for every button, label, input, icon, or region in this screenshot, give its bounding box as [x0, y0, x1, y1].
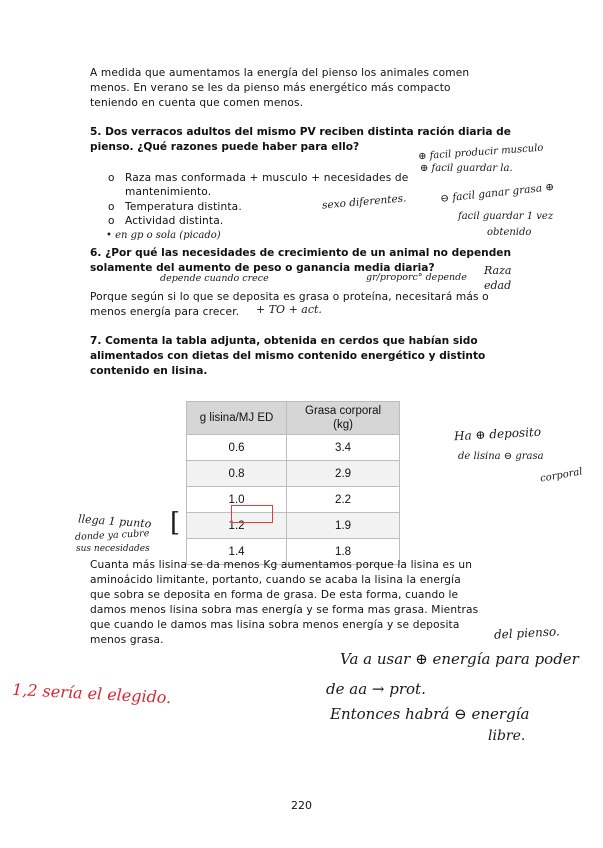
q5-answer-2: Temperatura distinta.: [125, 201, 242, 213]
q6-note-d: edad: [484, 279, 512, 292]
q7-note-left-1: llega 1 punto: [77, 512, 152, 531]
bullet-3: o: [108, 215, 115, 227]
red-note: 1,2 sería el elegido.: [11, 679, 172, 708]
q5-note-c: sexo diferentes.: [321, 192, 407, 212]
q7-answer-line-4: damos menos lisina sobra mas energía y se forma mas grasa. Mientras: [90, 604, 479, 616]
bullet-1: o: [108, 172, 115, 184]
q7-title-line-2: alimentados con dietas del mismo contenido energético y distinto: [90, 350, 486, 362]
cell-lisina: 1.4: [187, 539, 287, 565]
q7-title-line-1: 7. Comenta la tabla adjunta, obtenida en cerdos que habían sido: [90, 335, 478, 347]
q7-title-line-3: contenido en lisina.: [90, 365, 208, 377]
q7-answer-line-3: que sobra se deposita en forma de grasa. De esta forma, cuando le: [90, 589, 459, 601]
q6-answer-line-1: Porque según si lo que se deposita es grasa o proteína, necesitará más o: [90, 291, 489, 303]
highlight-box: [231, 505, 273, 523]
q7-note-bottom-2: Va a usar ⊕ energía para poder: [340, 650, 579, 668]
q7-note-bottom-5: libre.: [488, 728, 526, 744]
q7-note-bottom-1: del pienso.: [493, 624, 561, 642]
cell-grasa: 3.4: [287, 435, 400, 461]
q5-note-b: ⊕ facil guardar la.: [420, 163, 513, 174]
page-number: 220: [291, 799, 312, 812]
q5-handwritten-bullet: • en gp o sola (picado): [106, 230, 221, 241]
cell-grasa: 1.9: [287, 513, 400, 539]
cell-lisina: 0.8: [187, 461, 287, 487]
lisina-table: [186, 401, 400, 565]
intro-line-3: teniendo en cuenta que comen menos.: [90, 97, 304, 109]
q5-answer-1b: mantenimiento.: [125, 186, 212, 198]
q7-note-bottom-3: de aa → prot.: [326, 680, 426, 698]
q5-note-e: facil guardar 1 vez: [458, 211, 554, 222]
table-row: [187, 461, 400, 487]
cell-lisina: 1.2: [187, 513, 287, 539]
header-lisina-text: g lisina/MJ ED: [199, 412, 274, 424]
q6-note-c: Raza: [484, 264, 512, 277]
q7-note-left-3: sus necesidades: [76, 544, 150, 554]
q6-title-line-2: solamente del aumento de peso o ganancia media diaria?: [90, 262, 435, 274]
q5-title-line-2: pienso. ¿Qué razones puede haber para ello?: [90, 141, 360, 153]
q7-note-right-1: Ha ⊕ deposito: [453, 424, 542, 444]
q5-note-a: ⊕ facil producir musculo: [417, 142, 544, 163]
table-row: [187, 487, 400, 513]
q7-note-right-2: de lisina ⊖ grasa: [458, 451, 544, 462]
cell-grasa: 2.9: [287, 461, 400, 487]
q6-note-b: gr/proporc° depende: [366, 272, 467, 283]
q6-answer-line-2: menos energía para crecer.: [90, 306, 240, 318]
table-header-row: [187, 402, 400, 435]
cell-grasa: 2.2: [287, 487, 400, 513]
q6-note-a: depende cuando crece: [160, 273, 269, 284]
q7-answer-line-1: Cuanta más lisina se da menos Kg aumentamos porque la lisina es un: [90, 559, 473, 571]
intro-line-2: menos. En verano se les da pienso más energético más compacto: [90, 82, 451, 94]
q7-note-right-3: corporal: [539, 466, 584, 485]
cell-lisina: 1.0: [187, 487, 287, 513]
table-header-grasa: [287, 402, 400, 435]
q5-note-d: ⊖ facil ganar grasa ⊕: [439, 181, 555, 205]
q7-answer-line-5: que cuando le damos mas lisina sobra menos energía y se deposita: [90, 619, 460, 631]
q7-note-bottom-4: Entonces habrá ⊖ energía: [330, 705, 530, 723]
q7-answer-line-2: aminoácido limitante, portanto, cuando se acaba la lisina la energía: [90, 574, 461, 586]
header-grasa-text: Grasa corporal: [305, 405, 382, 417]
q6-title-line-1: 6. ¿Por qué las necesidades de crecimiento de un animal no dependen: [90, 247, 512, 259]
header-grasa-unit: (kg): [333, 419, 353, 431]
q7-note-left-2: donde ya cubre: [74, 528, 150, 543]
q5-answer-3: Actividad distinta.: [125, 215, 224, 227]
cell-grasa: 1.8: [287, 539, 400, 565]
table-row: [187, 513, 400, 539]
intro-line-1: A medida que aumentamos la energía del pienso los animales comen: [90, 67, 470, 79]
q7-answer-line-6: menos grasa.: [90, 634, 164, 646]
bullet-2: o: [108, 201, 115, 213]
table-header-lisina: [187, 402, 287, 435]
table-row: [187, 435, 400, 461]
cell-lisina: 0.6: [187, 435, 287, 461]
left-bracket: [: [170, 508, 181, 538]
q5-title-line-1: 5. Dos verracos adultos del mismo PV reciben distinta ración diaria de: [90, 126, 511, 138]
q5-note-f: obtenido: [487, 227, 532, 238]
q5-answer-1: Raza mas conformada + musculo + necesidades de: [125, 172, 409, 184]
q6-note-e: + TO + act.: [256, 303, 322, 316]
